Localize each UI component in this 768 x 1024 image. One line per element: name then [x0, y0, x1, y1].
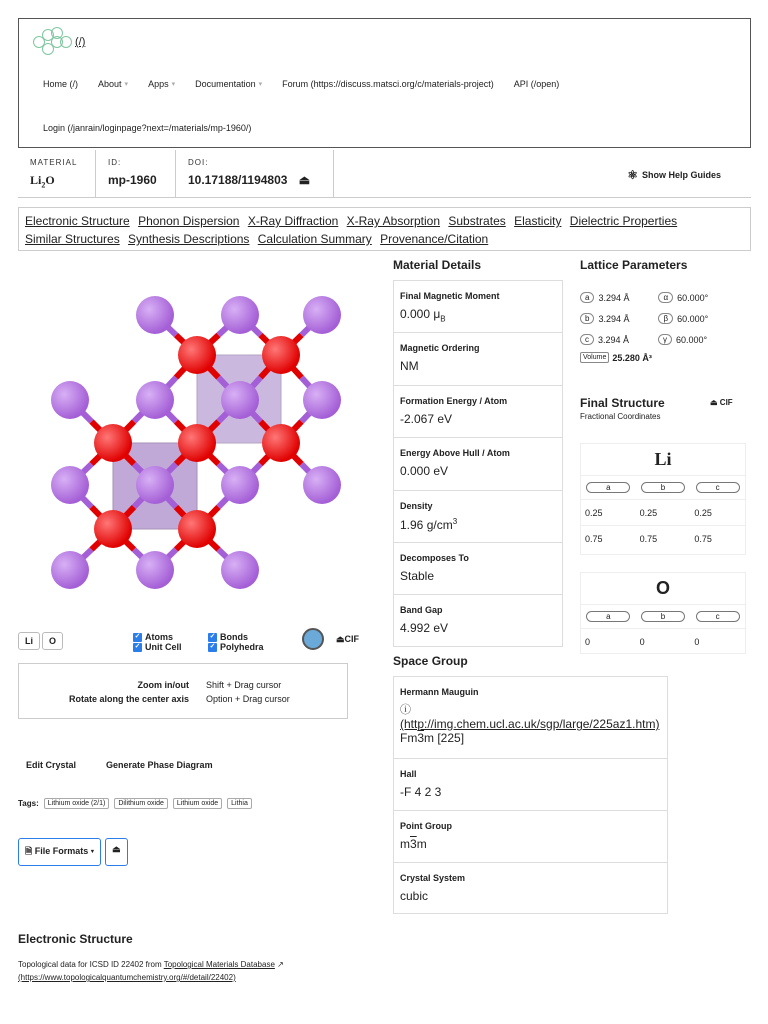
- viewer-controls: [18, 630, 360, 656]
- detail-row: Band Gap 4.992 eV: [400, 605, 449, 636]
- crystal-structure-viewer[interactable]: [40, 270, 370, 600]
- li-atom[interactable]: [136, 381, 174, 419]
- help-guides-button[interactable]: ⚛ Show Help Guides: [627, 168, 721, 182]
- tab-similar-structures[interactable]: Similar Structures: [25, 232, 120, 246]
- li-atom[interactable]: [51, 466, 89, 504]
- checkmark-icon: ✓: [209, 633, 216, 640]
- detail-row: Crystal System cubic: [400, 873, 466, 903]
- site-header: [18, 18, 751, 148]
- param-badge: b: [580, 313, 594, 324]
- tag[interactable]: Lithium oxide: [173, 798, 222, 809]
- lattice-parameters: a 3.294 Å α 60.000° b 3.294 Å β 60.000° c 3.294 Å γ 60.000° Volume 25.280 Å³: [580, 287, 708, 363]
- tab-synthesis-descriptions[interactable]: Synthesis Descriptions: [128, 232, 250, 246]
- bonds-checkbox[interactable]: ✓ Bonds: [209, 632, 248, 642]
- space-group-title: Space Group: [393, 654, 468, 668]
- column-header[interactable]: c: [696, 611, 740, 622]
- doi-value: 10.17188/1194803 ⏏: [188, 173, 311, 187]
- section-tabs: [18, 207, 751, 251]
- checkmark-icon: ✓: [209, 643, 216, 650]
- detail-row: Density 1.96 $g/cm^3$: [394, 491, 562, 543]
- site-logo[interactable]: [33, 27, 85, 57]
- final-structure-title: Final Structure: [580, 396, 665, 410]
- actions: [26, 760, 213, 770]
- table-row: 0 0 0: [581, 628, 745, 654]
- param-badge: c: [580, 334, 594, 345]
- nav-api[interactable]: API (/open): [513, 79, 560, 89]
- logo-icon: [33, 27, 73, 57]
- element-li-button[interactable]: Li: [18, 632, 40, 650]
- tab-xray-absorption[interactable]: X-Ray Absorption: [346, 214, 441, 228]
- material-details-title: Material Details: [393, 258, 482, 272]
- li-atom[interactable]: [136, 551, 174, 589]
- element-label: Li: [581, 444, 745, 476]
- li-atom[interactable]: [221, 296, 259, 334]
- hermann-mauguin-value: Fm3m [225]: [400, 731, 465, 745]
- tag[interactable]: Lithia: [227, 798, 252, 809]
- tab-substrates[interactable]: Substrates: [448, 214, 506, 228]
- doi-cell: [176, 150, 334, 198]
- edit-crystal-button[interactable]: Edit Crystal: [26, 760, 77, 770]
- help-key: Zoom in/out: [137, 680, 189, 690]
- chevron-down-icon: ▾: [171, 81, 176, 88]
- external-link-icon: ↗: [277, 960, 284, 969]
- hermann-mauguin-link[interactable]: (http://img.chem.ucl.ac.uk/sgp/large/225az1.htm): [400, 717, 660, 731]
- robot-icon[interactable]: [302, 628, 324, 650]
- element-o-button[interactable]: O: [42, 632, 63, 650]
- detail-row: Magnetic Ordering NM: [394, 333, 562, 385]
- logo-link[interactable]: (/): [75, 36, 86, 48]
- li-coordinates: [580, 443, 746, 555]
- id-cell: [96, 150, 176, 198]
- file-formats: [18, 838, 128, 866]
- nav-home[interactable]: Home (/): [43, 79, 79, 89]
- tab-xray-diffraction[interactable]: X-Ray Diffraction: [247, 214, 339, 228]
- topological-url-link[interactable]: (https://www.topologicalquantumchemistry.org/#/detail/22402): [18, 973, 236, 982]
- nav-apps[interactable]: Apps ▾: [148, 79, 176, 89]
- crystal-structure-canvas[interactable]: [40, 270, 370, 600]
- help-value: Option + Drag cursor: [206, 694, 290, 704]
- checkmark-icon: ✓: [134, 643, 141, 650]
- tag[interactable]: Lithium oxide (2/1): [44, 798, 110, 809]
- element-label: O: [581, 573, 745, 605]
- li-atom[interactable]: [221, 466, 259, 504]
- file-formats-button[interactable]: 🗎 File Formats ▾: [18, 838, 101, 866]
- material-label: MATERIAL: [30, 158, 78, 167]
- li-atom[interactable]: [221, 381, 259, 419]
- o-atom[interactable]: [178, 336, 216, 374]
- info-icon: ⓘ: [400, 704, 411, 716]
- volume-label: Volume: [580, 352, 609, 363]
- final-structure-cif-button[interactable]: ⏏ CIF: [710, 398, 733, 407]
- column-header[interactable]: c: [696, 482, 740, 493]
- param-badge: α: [658, 292, 673, 303]
- o-atom[interactable]: [262, 424, 300, 462]
- doi-label: DOI:: [188, 158, 209, 167]
- viewer-help-box: [18, 663, 348, 719]
- li-atom[interactable]: [136, 466, 174, 504]
- tag[interactable]: Dilithium oxide: [114, 798, 168, 809]
- detail-row: Final Magnetic Moment 0.000 $\mu_B$: [394, 281, 562, 333]
- download-button[interactable]: [105, 838, 128, 866]
- help-value: Shift + Drag cursor: [206, 680, 282, 690]
- download-icon: ⏏: [710, 398, 718, 407]
- li-atom[interactable]: [51, 381, 89, 419]
- download-icon: ⏏: [112, 844, 121, 854]
- table-row: 0.25 0.25 0.25: [581, 499, 745, 525]
- o-coordinates: [580, 572, 746, 654]
- column-header[interactable]: b: [641, 611, 685, 622]
- li-atom[interactable]: [221, 551, 259, 589]
- detail-row: Formation Energy / Atom -2.067 eV: [394, 386, 562, 438]
- tags: [18, 798, 252, 809]
- polyhedra-checkbox[interactable]: ✓ Polyhedra: [209, 642, 264, 652]
- o-atom[interactable]: [178, 510, 216, 548]
- param-badge: a: [580, 292, 594, 303]
- detail-row: Point Group m3m: [394, 811, 667, 863]
- tab-calculation-summary[interactable]: Calculation Summary: [257, 232, 372, 246]
- detail-row: Energy Above Hull / Atom 0.000 eV: [394, 438, 562, 490]
- column-header[interactable]: b: [641, 482, 685, 493]
- login-link[interactable]: Login (/janrain/loginpage?next=/materials/mp-1960/): [43, 123, 252, 133]
- chevron-down-icon: ▾: [124, 81, 129, 88]
- tab-provenance-citation[interactable]: Provenance/Citation: [380, 232, 489, 246]
- nav-forum[interactable]: Forum (https://discuss.matsci.org/c/materials-project): [282, 79, 494, 89]
- atom-icon: ⚛: [627, 168, 638, 182]
- generate-phase-diagram-button[interactable]: Generate Phase Diagram: [106, 760, 213, 770]
- space-group-table: [393, 676, 668, 914]
- li-atom[interactable]: [51, 551, 89, 589]
- tab-phonon-dispersion[interactable]: Phonon Dispersion: [138, 214, 240, 228]
- o-atom[interactable]: [178, 424, 216, 462]
- unit-cell-checkbox[interactable]: ✓ Unit Cell: [134, 642, 182, 652]
- nav-documentation[interactable]: Documentation ▾: [195, 79, 263, 89]
- electronic-structure-title: Electronic Structure: [18, 932, 133, 946]
- main-nav: [43, 79, 559, 89]
- checkmark-icon: ✓: [134, 633, 141, 640]
- column-header[interactable]: a: [586, 611, 630, 622]
- material-cell: [18, 150, 96, 198]
- atoms-checkbox[interactable]: ✓ Atoms: [134, 632, 174, 642]
- nav-about[interactable]: About ▾: [98, 79, 129, 89]
- o-atom[interactable]: [262, 336, 300, 374]
- tags-label: Tags:: [18, 799, 39, 808]
- material-id: mp-1960: [108, 173, 157, 187]
- li-atom[interactable]: [136, 296, 174, 334]
- detail-row: Decomposes To Stable: [394, 543, 562, 595]
- detail-row: Hermann Mauguin ⓘ (http://img.chem.ucl.ac.uk/sgp/large/225az1.htm) Fm3m [225]: [394, 677, 667, 759]
- tab-electronic-structure[interactable]: Electronic Structure: [25, 214, 130, 228]
- electronic-structure-text: Topological data for ICSD ID 22402 from Topological Materials Database ↗ (https://www.topologicalquantumchemistry.org/#/detail/22402): [18, 960, 284, 982]
- topological-db-link[interactable]: Topological Materials Database: [163, 960, 275, 969]
- material-details-table: [393, 280, 563, 647]
- tab-elasticity[interactable]: Elasticity: [514, 214, 562, 228]
- id-label: ID:: [108, 158, 122, 167]
- download-icon[interactable]: ⏏: [298, 173, 311, 187]
- material-bar: [18, 150, 751, 198]
- volume-value: 25.280 Å³: [612, 352, 652, 363]
- o-atom[interactable]: [94, 510, 132, 548]
- lattice-parameters-title: Lattice Parameters: [580, 258, 688, 272]
- li-atom[interactable]: [303, 466, 341, 504]
- cif-download-button[interactable]: ⏏CIF: [336, 634, 360, 644]
- final-structure-subtitle: Fractional Coordinates: [580, 412, 661, 421]
- li-atom[interactable]: [303, 296, 341, 334]
- tab-dielectric-properties[interactable]: Dielectric Properties: [569, 214, 678, 228]
- material-formula: $Li_2O$: [30, 173, 55, 190]
- o-atom[interactable]: [94, 424, 132, 462]
- param-badge: β: [658, 313, 673, 324]
- table-row: 0.75 0.75 0.75: [581, 525, 745, 551]
- chevron-down-icon: ▾: [258, 81, 263, 88]
- detail-row: Hall -F 4 2 3: [394, 759, 667, 811]
- column-header[interactable]: a: [586, 482, 630, 493]
- li-atom[interactable]: [303, 381, 341, 419]
- param-badge: γ: [658, 334, 672, 345]
- download-icon: ⏏: [336, 634, 345, 644]
- help-key: Rotate along the center axis: [68, 694, 189, 704]
- file-icon: 🗎: [25, 846, 33, 856]
